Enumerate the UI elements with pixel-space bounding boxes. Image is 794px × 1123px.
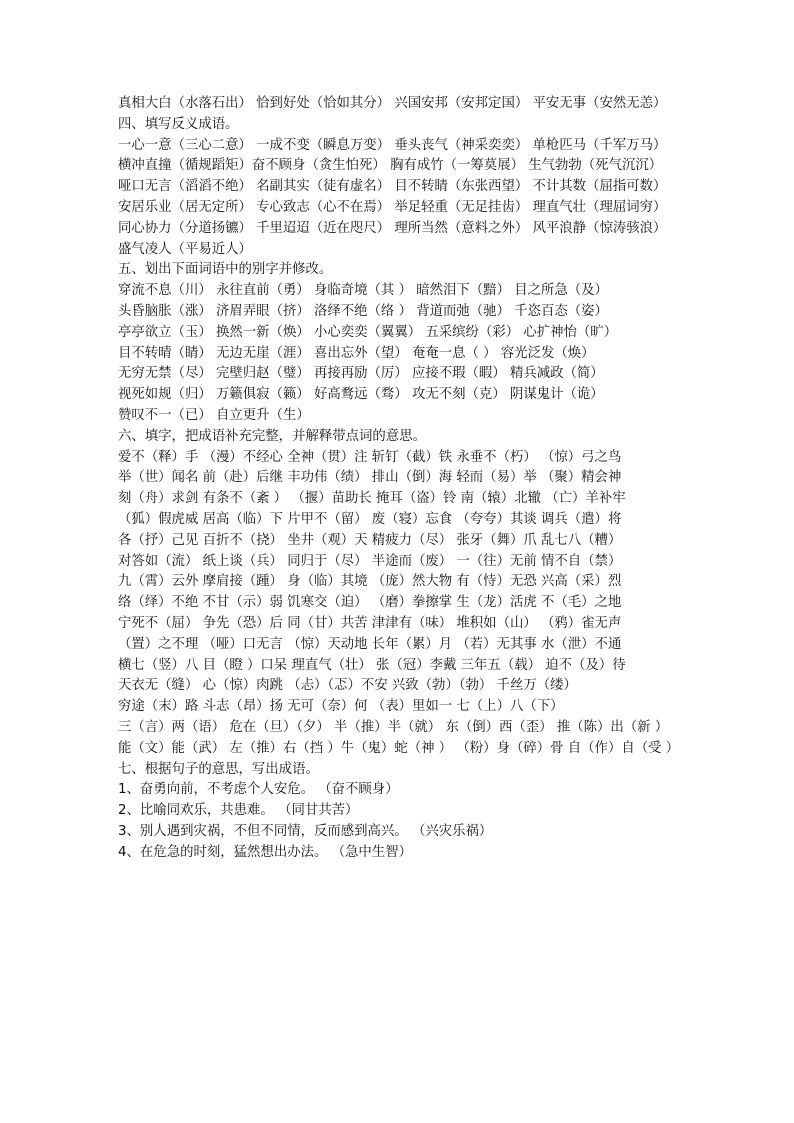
text-line: 络（绎）不绝 不甘（示）弱 饥寒交（迫） （磨）拳擦掌 生（龙）活虎 不（毛）之地	[118, 595, 622, 611]
section-heading: 七、根据句子的意思，写出成语。	[118, 761, 319, 777]
text-line: 举（世）闻名 前（赴）后继 丰功伟（绩） 排山（倒）海 轻而（易）举 （聚）精会神	[118, 470, 622, 486]
text-line: 真相大白（水落石出） 恰到好处（恰如其分） 兴国安邦（安邦定国） 平安无事（安然无恙）	[118, 96, 667, 111]
text-line: 穷途（末）路 斗志（昂）扬 无可（奈）何 （表）里如一 七（上）八（下）	[118, 699, 564, 715]
section-heading: 五、划出下面词语中的别字并修改。	[118, 262, 333, 278]
text-line: 赞叹不一（已） 自立更升（生）	[118, 407, 310, 423]
document-body	[118, 94, 684, 863]
text-line: 目不转晴（睛） 无边无崖（涯） 喜出忘外（望） 奄奄一息（ ） 容光泛发（焕）	[118, 345, 595, 361]
text-line: 盛气凌人（平易近人）	[118, 241, 252, 257]
text-line: 安居乐业（居无定所） 专心致志（心不在焉） 举足轻重（无足挂齿） 理直气壮（理屈词穷）	[118, 199, 667, 215]
text-line: 对答如（流） 纸上谈（兵） 同归于（尽） 半途而（废） 一（往）无前 情不自（禁）	[118, 553, 622, 569]
text-line: 一心一意（三心二意） 一成不变（瞬息万变） 垂头丧气（神采奕奕） 单枪匹马（千军万马）	[118, 137, 667, 153]
section-heading: 四、填写反义成语。	[118, 116, 239, 132]
text-line: 3、别人遇到灾祸，不但不同情，反而感到高兴。 （兴灾乐祸）	[118, 823, 493, 839]
text-line: 横七（竖）八 目（瞪 ）口呆 理直气（壮） 张（冠）李戴 三年五（载） 迫不（及）待	[118, 657, 626, 673]
text-line: 九（霄）云外 摩肩接（踵） 身（临）其境 （庞）然大物 有（恃）无恐 兴高（采）烈	[118, 574, 622, 590]
text-line: 天衣无（缝） 心（惊）肉跳 （忐）（忑）不安 兴致（勃）（勃） 千丝万（缕）	[118, 678, 577, 694]
section-heading: 六、填字，把成语补充完整，并解释带点词的意思。	[118, 428, 426, 444]
text-line: 宁死不（屈） 争先（恐）后 同（甘）共苦 津津有（味） 堆积如（山） （鸦）雀无声	[118, 615, 622, 631]
text-line: 穿流不息（川） 永往直前（勇） 身临奇境（其 ） 暗然泪下（黯） 目之所急（及）	[118, 283, 608, 299]
text-line: 无穷无禁（尽） 完壁归赵（璧） 再接再励（厉） 应接不瑕（暇） 精兵减政（简）	[118, 366, 604, 382]
text-line: 能（文）能（武） 左（推）右（挡 ）牛（鬼）蛇（神 ） （粉）身（碎）骨 自（作）自（受 ）	[118, 740, 680, 756]
text-line: 三（言）两（语） 危在（旦）（夕） 半（推）半（就） 东（倒）西（歪） 推（陈）出（新 ）	[118, 719, 669, 735]
text-line: 4、在危急的时刻，猛然想出办法。 （急中生智）	[118, 844, 412, 860]
text-line: 刻（舟）求剑 有条不（紊 ） （揠）苗助长 掩耳（盗）铃 南（辕）北辙 （亡）羊补牢	[118, 491, 626, 507]
text-line: 爱不（释）手 （漫）不经心 全神（贯）注 斩钉（截）铁 永垂不（朽） （惊）弓之鸟	[118, 449, 622, 465]
text-line: 1、奋勇向前，不考虑个人安危。 （奋不顾身）	[118, 782, 399, 798]
text-line: （狐）假虎威 居高（临）下 片甲不（留） 废（寝）忘食 （夸夸）其谈 调兵（遣）将	[118, 511, 622, 527]
text-line: 横冲直撞（循规蹈矩）奋不顾身（贪生怕死） 胸有成竹（一筹莫展） 生气勃勃（死气沉沉）	[118, 158, 663, 174]
text-line: （置）之不理 （哑）口无言 （惊）天动地 长年（累）月 （若）无其事 水（泄）不通	[118, 636, 622, 652]
text-line: 头昏脑胀（涨） 济眉弄眼（挤） 洛绎不绝（络 ） 背道而弛（驰） 千恣百态（姿）	[118, 303, 608, 319]
text-line: 同心协力（分道扬镳） 千里迢迢（近在咫尺） 理所当然（意料之外） 风平浪静（惊涛骇浪）	[118, 220, 667, 236]
text-line: 各（抒）己见 百折不（挠） 坐井（观）天 精疲力（尽） 张牙（舞）爪 乱七八（糟）	[118, 532, 622, 548]
text-line: 亭亭欲立（玉） 换然一新（焕） 小心奕奕（翼翼） 五采缤纷（彩） 心扩神怡（旷）	[118, 324, 618, 340]
text-line: 视死如规（归） 万籁俱寂（籁） 好高鹜远（骛） 攻无不刻（克） 阴谋鬼计（诡）	[118, 387, 604, 403]
text-line: 2、比喻同欢乐，共患难。 （同甘共苦）	[118, 803, 359, 819]
text-line: 哑口无言（滔滔不绝） 名副其实（徒有虚名） 目不转睛（东张西望） 不计其数（屈指可数）	[118, 179, 667, 195]
